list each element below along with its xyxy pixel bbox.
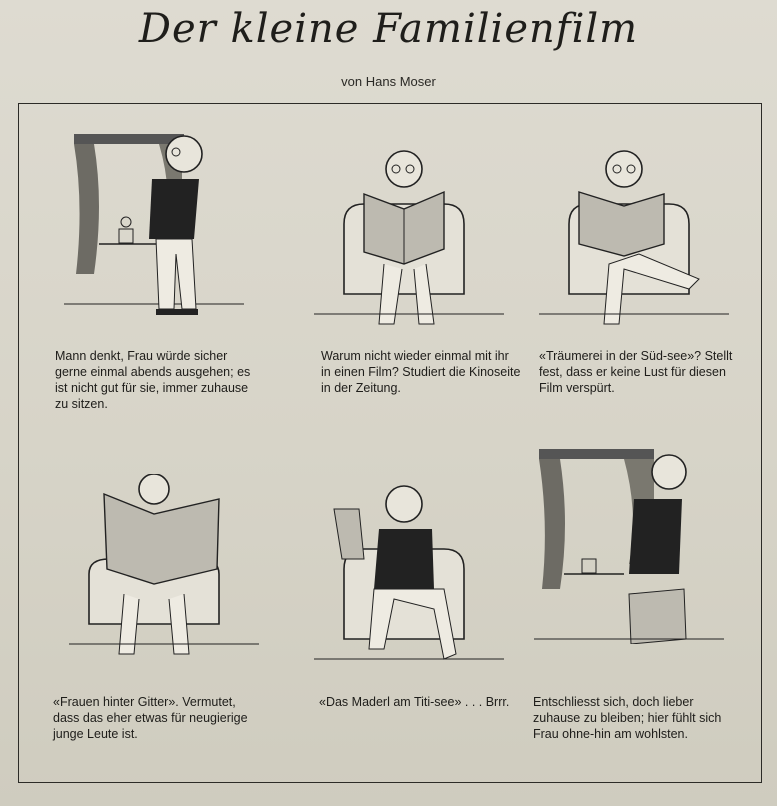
man-behind-newspaper-illustration	[69, 474, 269, 674]
man-reading-legs-crossed-illustration	[539, 144, 739, 344]
man-at-window-illustration	[64, 124, 264, 324]
panel-1-illustration	[64, 124, 264, 324]
comic-frame	[18, 103, 762, 783]
author-byline: von Hans Moser	[341, 74, 436, 89]
panel-4-illustration	[69, 474, 269, 674]
panel-5-caption: «Das Maderl am Titi-see» . . . Brrr.	[319, 695, 510, 709]
man-reading-newspaper-illustration	[314, 144, 514, 344]
panel-6-illustration	[534, 444, 734, 644]
panel-2-illustration	[314, 144, 514, 344]
panel-6-caption: Entschliesst sich, doch lieber zuhause zu bleiben; hier fühlt sich Frau ohne-hin am wohlsten.	[533, 695, 722, 741]
panel-2-caption: Warum nicht wieder einmal mit ihr in einen Film? Studiert die Kinoseite in der Zeitung.	[321, 349, 521, 395]
panel-3-caption: «Träumerei in der Süd-see»? Stellt fest, dass er keine Lust für diesen Film verspürt.	[539, 349, 733, 395]
panel-5-illustration	[314, 479, 514, 679]
man-with-newspaper-at-window-illustration	[534, 444, 734, 644]
panel-4-caption: «Frauen hinter Gitter». Vermutet, dass das eher etwas für neugierige junge Leute ist.	[53, 695, 248, 741]
panel-1-caption: Mann denkt, Frau würde sicher gerne einmal abends ausgehen; es ist nicht gut für sie, immer zuhause zu sitzen.	[55, 349, 251, 411]
man-in-armchair-illustration	[314, 479, 514, 679]
panel-3-illustration	[539, 144, 739, 344]
page-title: Der kleine Familienfilm	[138, 6, 639, 52]
